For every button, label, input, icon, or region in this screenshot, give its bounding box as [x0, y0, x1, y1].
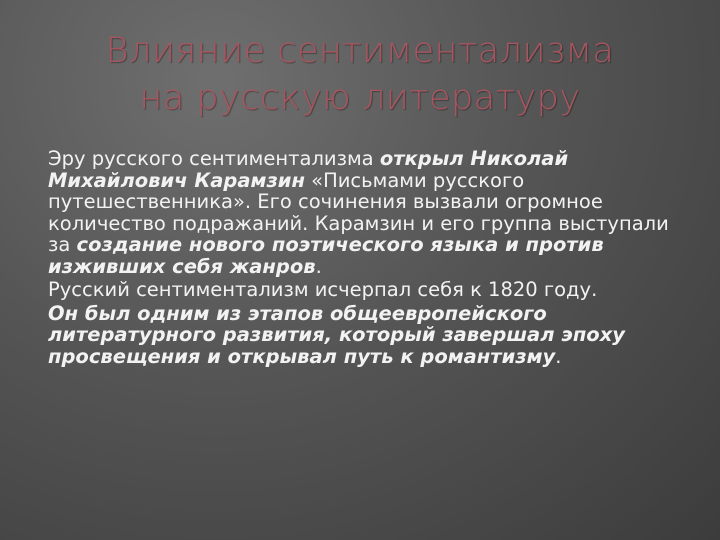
slide-body — [48, 148, 696, 369]
slide-title — [20, 28, 700, 122]
text: . — [315, 254, 322, 278]
title-line-2: на русскую литературу — [139, 78, 581, 118]
title-line-1: Влияние сентиментализма — [105, 31, 615, 71]
emphasis-text: открыл Николай Михайлович Карамзин — [48, 147, 569, 192]
emphasis-text: создание нового поэтического языка и против изживших себя жанров — [48, 233, 604, 278]
emphasis-text: Он был одним из этапов общеевропейского литературного развития, который завершал эпоху просвещения и открывал путь к романтизму — [48, 301, 625, 368]
text: Русский сентиментализм исчерпал себя к 1820 году. — [48, 278, 598, 301]
paragraph-1820 — [48, 279, 696, 301]
text: Эру русского сентиментализма — [48, 147, 380, 170]
text: «Письмами русского путешественника». Его сочинения вызвали огромное количество подражаний. Карамзин и его группа выступали за — [48, 168, 669, 256]
paragraph-stage — [48, 303, 696, 368]
paragraph-karamzin — [48, 148, 696, 277]
text: . — [555, 344, 562, 368]
